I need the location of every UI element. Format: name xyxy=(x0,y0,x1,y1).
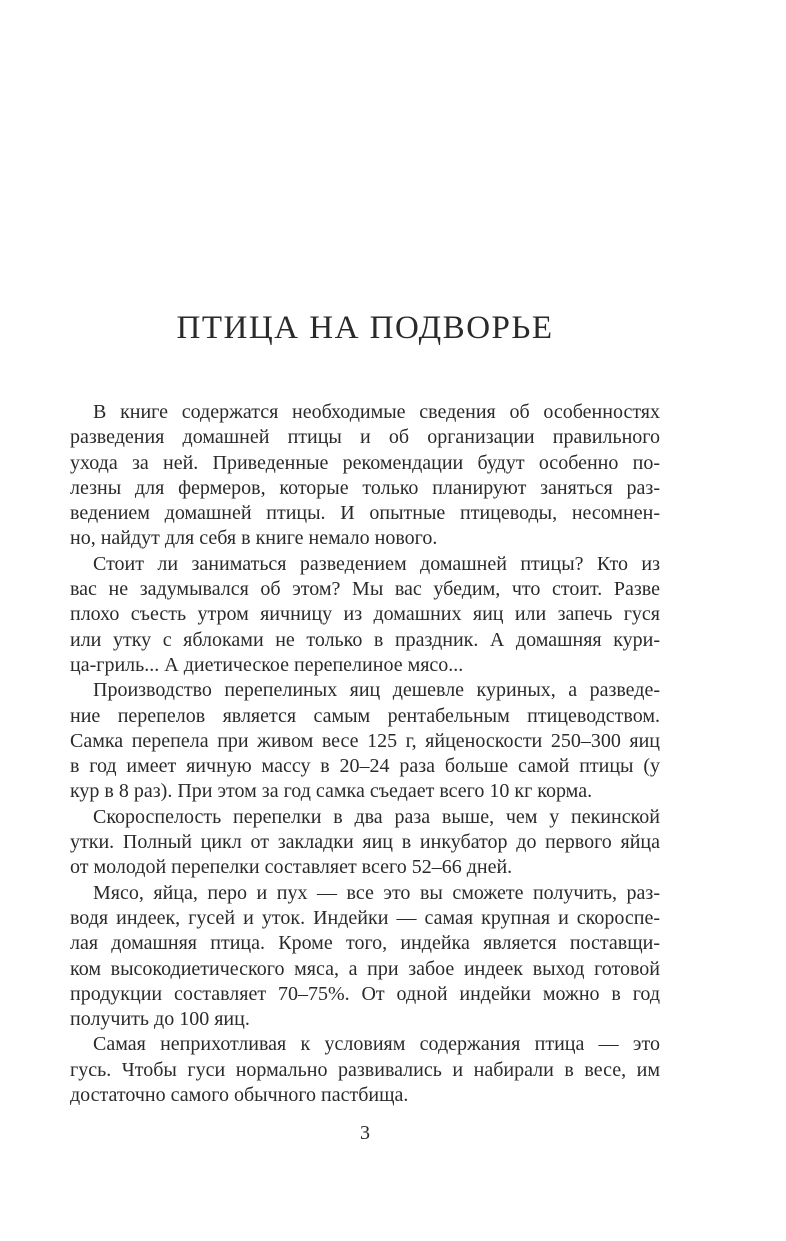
text-line: продукции составляет 70–75%. От одной индейки можно в год xyxy=(70,982,660,1005)
text-line: Скороспелость перепелки в два раза выше, чем у пекинской xyxy=(93,805,660,828)
text-line: от молодой перепелки составляет всего 52–66 дней. xyxy=(70,856,513,879)
paragraph xyxy=(70,805,660,881)
text-line: Производство перепелиных яиц дешевле куриных, а разведе- xyxy=(93,679,660,702)
text-line: Стоит ли заниматься разведением домашней птицы? Кто из xyxy=(93,552,660,575)
paragraph xyxy=(70,881,660,1033)
text-line: лая домашняя птица. Кроме того, индейка является поставщи- xyxy=(70,932,660,955)
text-line: достаточно самого обычного пастбища. xyxy=(70,1084,409,1107)
text-line: В книге содержатся необходимые сведения об особенностях xyxy=(93,401,660,423)
text-line: утки. Полный цикл от закладки яиц в инкубатор до первого яйца xyxy=(70,831,660,854)
text-line: ние перепелов является самым рентабельным птицеводством. xyxy=(70,704,660,727)
text-line: плохо съесть утром яичницу из домашних яиц или запечь гуся xyxy=(70,603,660,626)
text-line: Самка перепела при живом весе 125 г, яйценоскости 250–300 яиц xyxy=(70,729,660,752)
paragraph xyxy=(70,552,660,678)
body-text xyxy=(70,400,660,1108)
text-line: в год имеет яичную массу в 20–24 раза больше самой птицы (у xyxy=(70,755,660,778)
text-line: ца-гриль... А диетическое перепелиное мясо... xyxy=(70,653,464,676)
text-line: гусь. Чтобы гуси нормально развивались и набирали в весе, им xyxy=(70,1058,660,1081)
paragraph xyxy=(70,400,660,552)
text-line: Самая неприхотливая к условиям содержания птица — это xyxy=(93,1033,660,1056)
paragraph xyxy=(70,678,660,804)
text-line: Мясо, яйца, перо и пух — все это вы сможете получить, раз- xyxy=(93,881,660,904)
text-line: получить до 100 яиц. xyxy=(70,1008,250,1031)
page-number: 3 xyxy=(360,1122,370,1144)
paragraph xyxy=(70,1032,660,1108)
text-line: ведением домашней птицы. И опытные птицеводы, несомнен- xyxy=(70,502,660,525)
text-line: вас не задумывался об этом? Мы вас убедим, что стоит. Разве xyxy=(70,578,660,601)
text-line: разведения домашней птицы и об организации правильного xyxy=(70,426,660,449)
text-line: ком высокодиетического мяса, а при забое индеек выход готовой xyxy=(70,957,660,980)
text-line: или утку с яблоками не только в праздник. А домашняя кури- xyxy=(70,628,660,651)
text-line: лезны для фермеров, которые только планируют заняться раз- xyxy=(70,476,660,499)
text-line: ухода за ней. Приведенные рекомендации будут особенно по- xyxy=(70,451,660,474)
chapter-title: ПТИЦА НА ПОДВОРЬЕ xyxy=(176,310,554,346)
text-line: кур в 8 раз). При этом за год самка съедает всего 10 кг корма. xyxy=(70,780,593,803)
text-line: водя индеек, гусей и уток. Индейки — самая крупная и скороспе- xyxy=(70,906,660,929)
text-line: но, найдут для себя в книге немало нового. xyxy=(70,527,438,550)
